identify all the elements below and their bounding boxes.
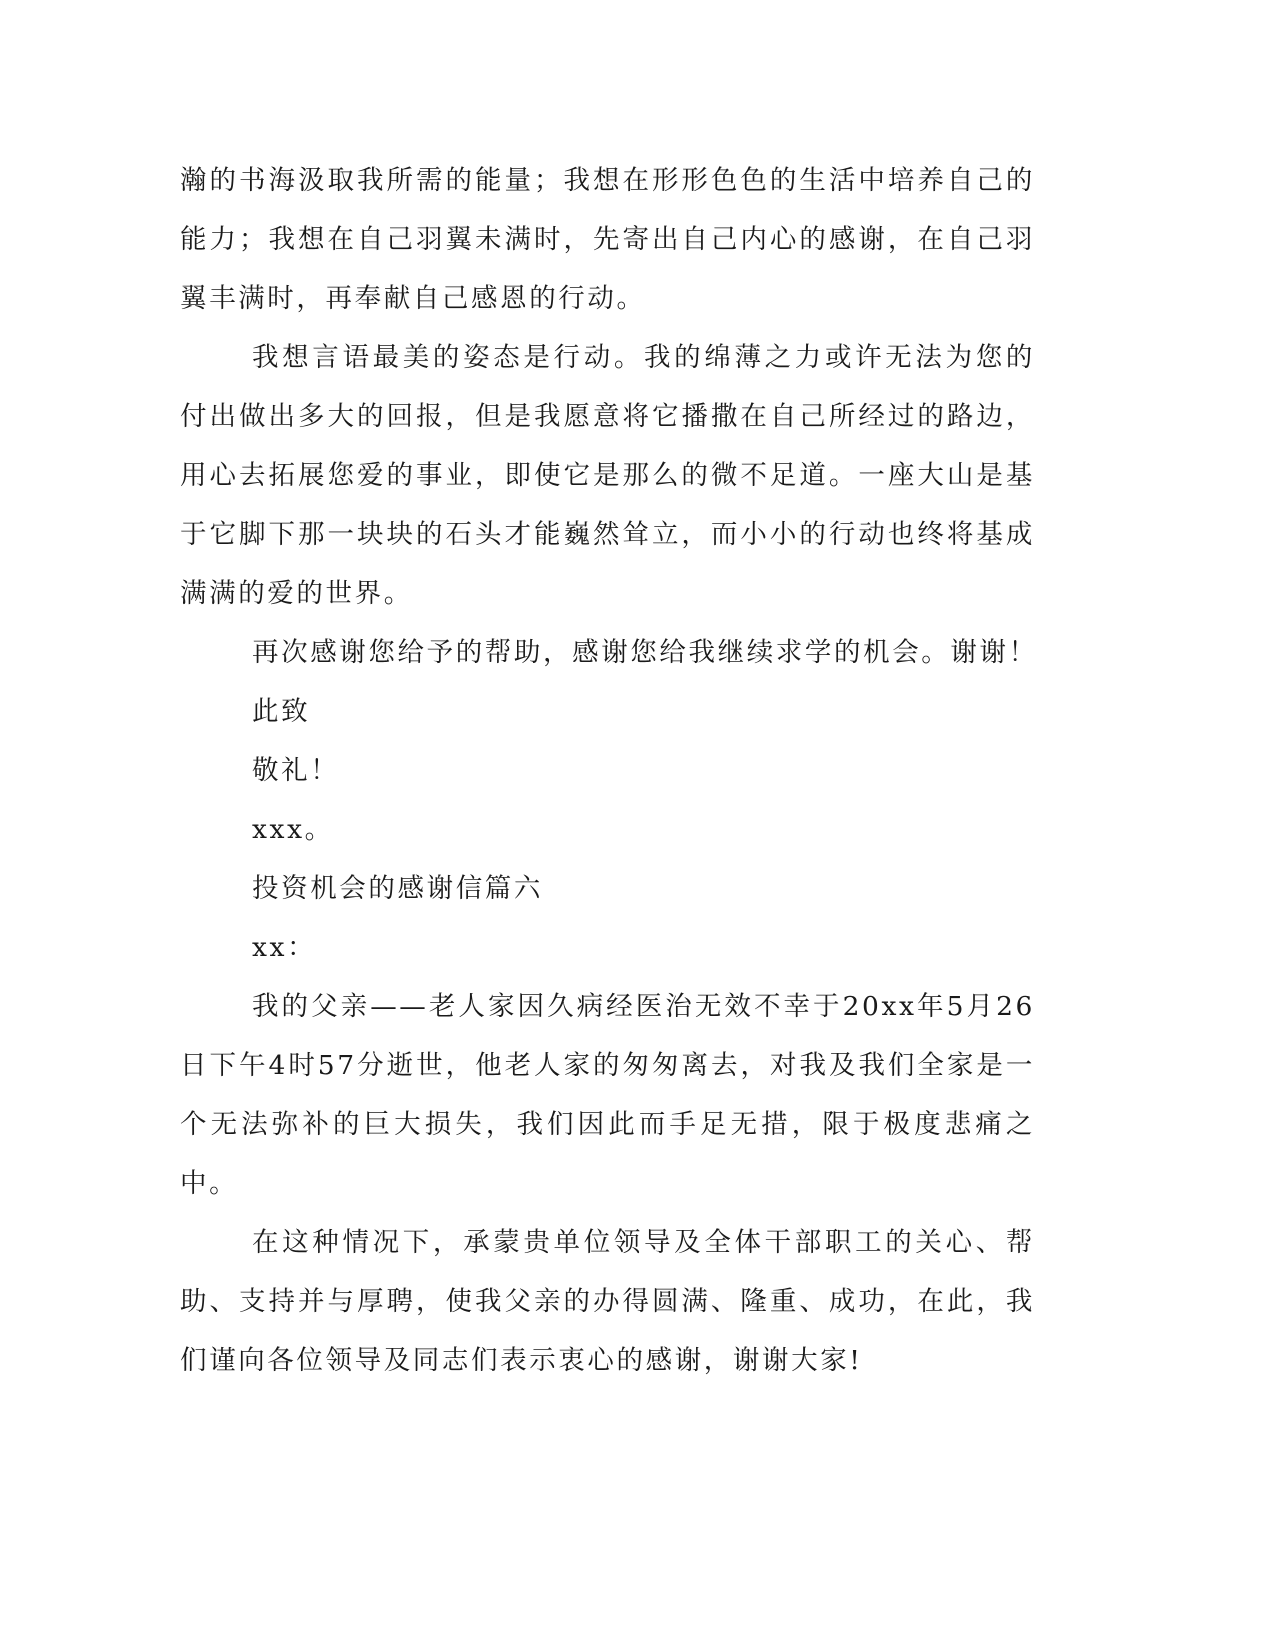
paragraph-action-reflection: 我想言语最美的姿态是行动。我的绵薄之力或许无法为您的付出做出多大的回报，但是我愿意将它播撒在自己所经过的路边，用心去拓展您爱的事业，即使它是那么的微不足道。一座大山是基于它脚下那一块块的石头才能巍然耸立，而小小的行动也终将基成满满的爱的世界。 xyxy=(180,342,1035,609)
closing-salutation: 此致 xyxy=(252,696,311,727)
signature: xxx。 xyxy=(252,814,334,845)
paragraph-gratitude: 在这种情况下，承蒙贵单位领导及全体干部职工的关心、帮助、支持并与厚聘，使我父亲的办得圆满、隆重、成功，在此，我们谨向各位领导及同志们表示衷心的感谢，谢谢大家! xyxy=(180,1227,1035,1376)
paragraph-father-passing: 我的父亲——老人家因久病经医治无效不幸于20xx年5月26日下午4时57分逝世，他老人家的匆匆离去，对我及我们全家是一个无法弥补的巨大损失，我们因此而手足无措，限于极度悲痛之中。 xyxy=(180,991,1035,1199)
closing-regards: 敬礼！ xyxy=(252,755,340,786)
document-body xyxy=(180,151,1038,1390)
paragraph-thanks-again: 再次感谢您给予的帮助，感谢您给我继续求学的机会。谢谢！ xyxy=(252,637,1038,668)
section-heading: 投资机会的感谢信篇六 xyxy=(252,873,543,904)
letter-recipient: xx： xyxy=(252,932,317,963)
paragraph-continued-text: 瀚的书海汲取我所需的能量；我想在形形色色的生活中培养自己的能力；我想在自己羽翼未满时，先寄出自己内心的感谢，在自己羽翼丰满时，再奉献自己感恩的行动。 xyxy=(180,165,1035,314)
